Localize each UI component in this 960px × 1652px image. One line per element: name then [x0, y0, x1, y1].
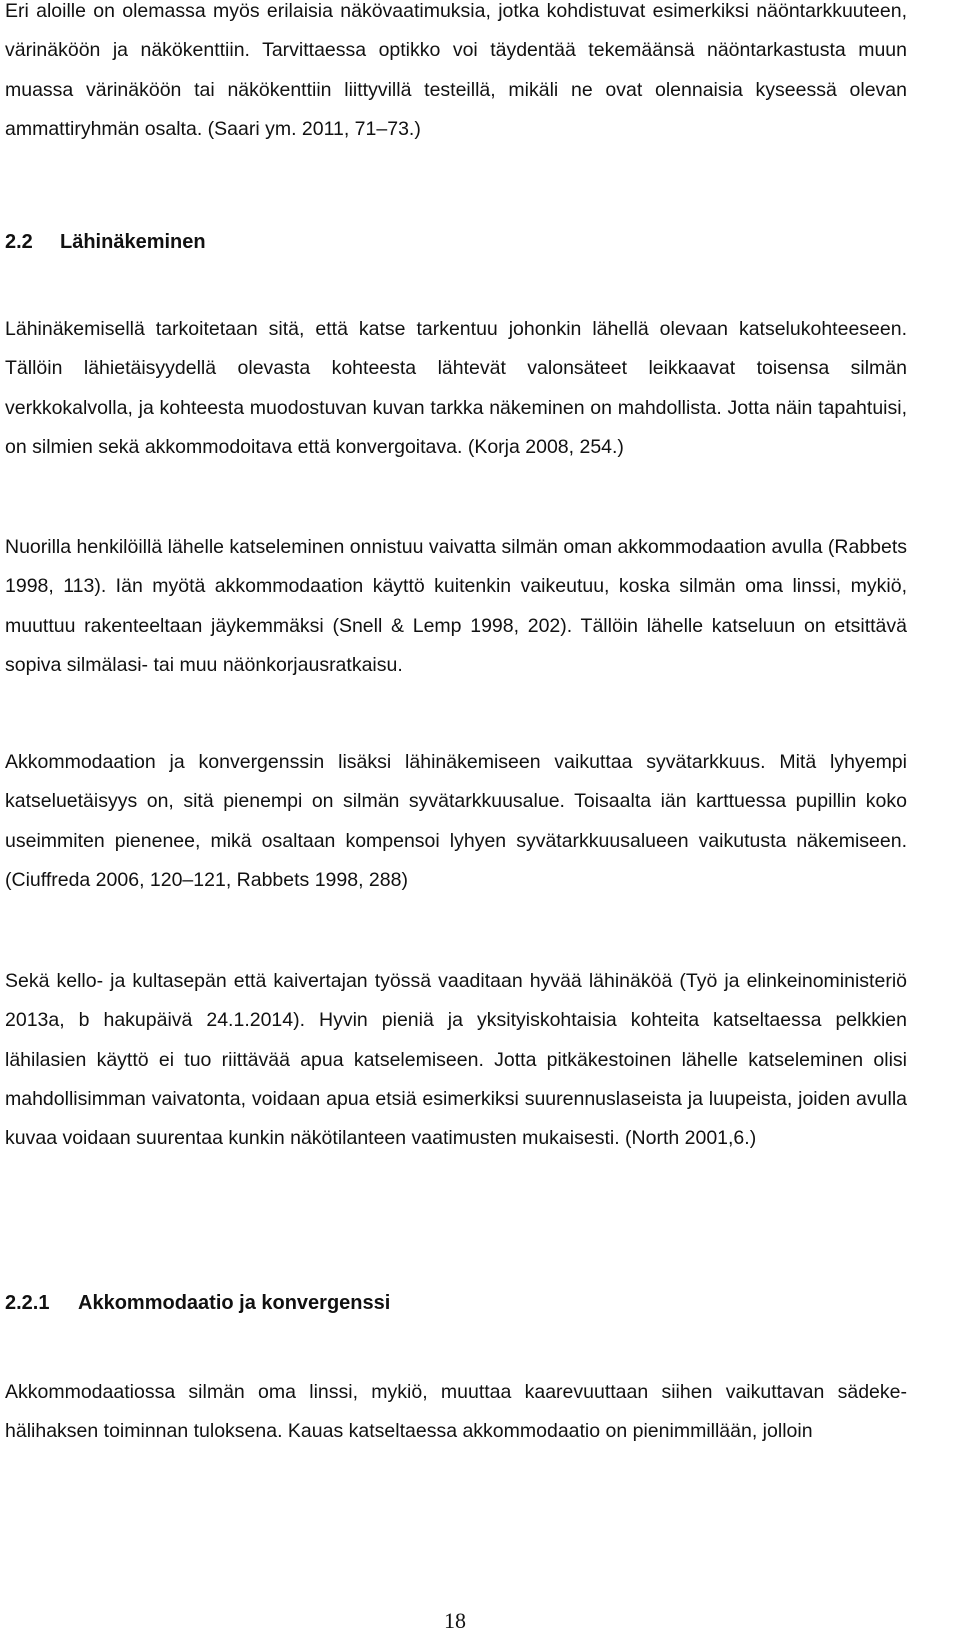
section-heading — [5, 226, 206, 258]
section-number: 2.2 — [5, 231, 33, 253]
paragraph-accommodation-age: Nuorilla henkilöillä lähelle katseleminen onnistuu vaivatta silmän oman akkommodaation avulla (Rabbets 1998, 113). Iän myötä akkommodaation käyttö kuitenkin vaikeutuu, koska silmän oma linssi, mykiö, muuttuu rakenteeltaan jäykemmäksi (Snell & Lemp 1998, 202). Tällöin lähelle katseluun on etsittävä sopiva silmälasi- tai muu näönkorjausratkaisu. — [5, 536, 907, 676]
paragraph-near-vision-definition: Lähinäkemisellä tarkoitetaan sitä, että katse tarkentuu johonkin lähellä olevaan katselukohteeseen. Tällöin lähietäisyydellä olevasta kohteesta lähtevät valonsäteet leikkaavat toisensa silmän verkkokalvolla, ja kohteesta muodostuvan kuvan tarkka näkeminen on mahdollista. Jotta näin tapahtuisi, on silmien sekä akkommodoitava että konvergoitava. (Korja 2008, 254.) — [5, 318, 907, 458]
paragraph-occupations: Sekä kello- ja kultasepän että kaivertajan työssä vaaditaan hyvää lähinäköä (Työ ja elinkeinoministeriö 2013a, b hakupäivä 24.1.2014). Hyvin pieniä ja yksityiskohtaisia kohteita katseltaessa pelkkien lähilasien käyttö ei tuo riittävää apua katselemiseen. Jotta pitkäkestoinen lähelle katseleminen olisi mahdollisimman vaivatonta, voidaan apua etsiä esimerkiksi suurennuslaseista ja luupeista, joiden avulla kuvaa voidaan suurentaa kunkin näkötilanteen vaatimusten mukaisesti. (North 2001,6.) — [5, 970, 907, 1150]
page-number: 18 — [444, 1608, 466, 1633]
section-title: Lähinäkeminen — [60, 231, 206, 253]
paragraph-accommodation-intro: Akkommodaatiossa silmän oma linssi, mykiö, muuttaa kaarevuuttaan siihen vaikuttavan sädekehälihaksen toiminnan tuloksena. Kauas katseltaessa akkommodaatio on pienimmillään, jolloin — [5, 1381, 907, 1443]
paragraph-intro: Eri aloille on olemassa myös erilaisia näkövaatimuksia, jotka kohdistuvat esimerkiksi näöntarkkuuteen, värinäköön ja näkökenttiin. Tarvittaessa optikko voi täydentää tekemäänsä näöntarkastusta muun muassa värinäköön tai näkökenttiin liittyvillä testeillä, mikäli ne ovat olennaisia kyseessä olevan ammattiryhmän osalta. (Saari ym. 2011, 71–73.) — [5, 0, 907, 140]
subsection-heading — [5, 1287, 390, 1319]
subsection-number: 2.2.1 — [5, 1292, 50, 1314]
paragraph-depth-of-field: Akkommodaation ja konvergenssin lisäksi lähinäkemiseen vaikuttaa syvätarkkuus. Mitä lyhyempi katseluetäisyys on, sitä pienempi on silmän syvätarkkuusalue. Toisaalta iän karttuessa pupillin koko useimmiten pienenee, mikä osaltaan kompensoi lyhyen syvätarkkuusalueen vaikutusta näkemiseen. (Ciuffreda 2006, 120–121, Rabbets 1998, 288) — [5, 751, 907, 891]
subsection-title: Akkommodaatio ja konvergenssi — [78, 1292, 391, 1314]
